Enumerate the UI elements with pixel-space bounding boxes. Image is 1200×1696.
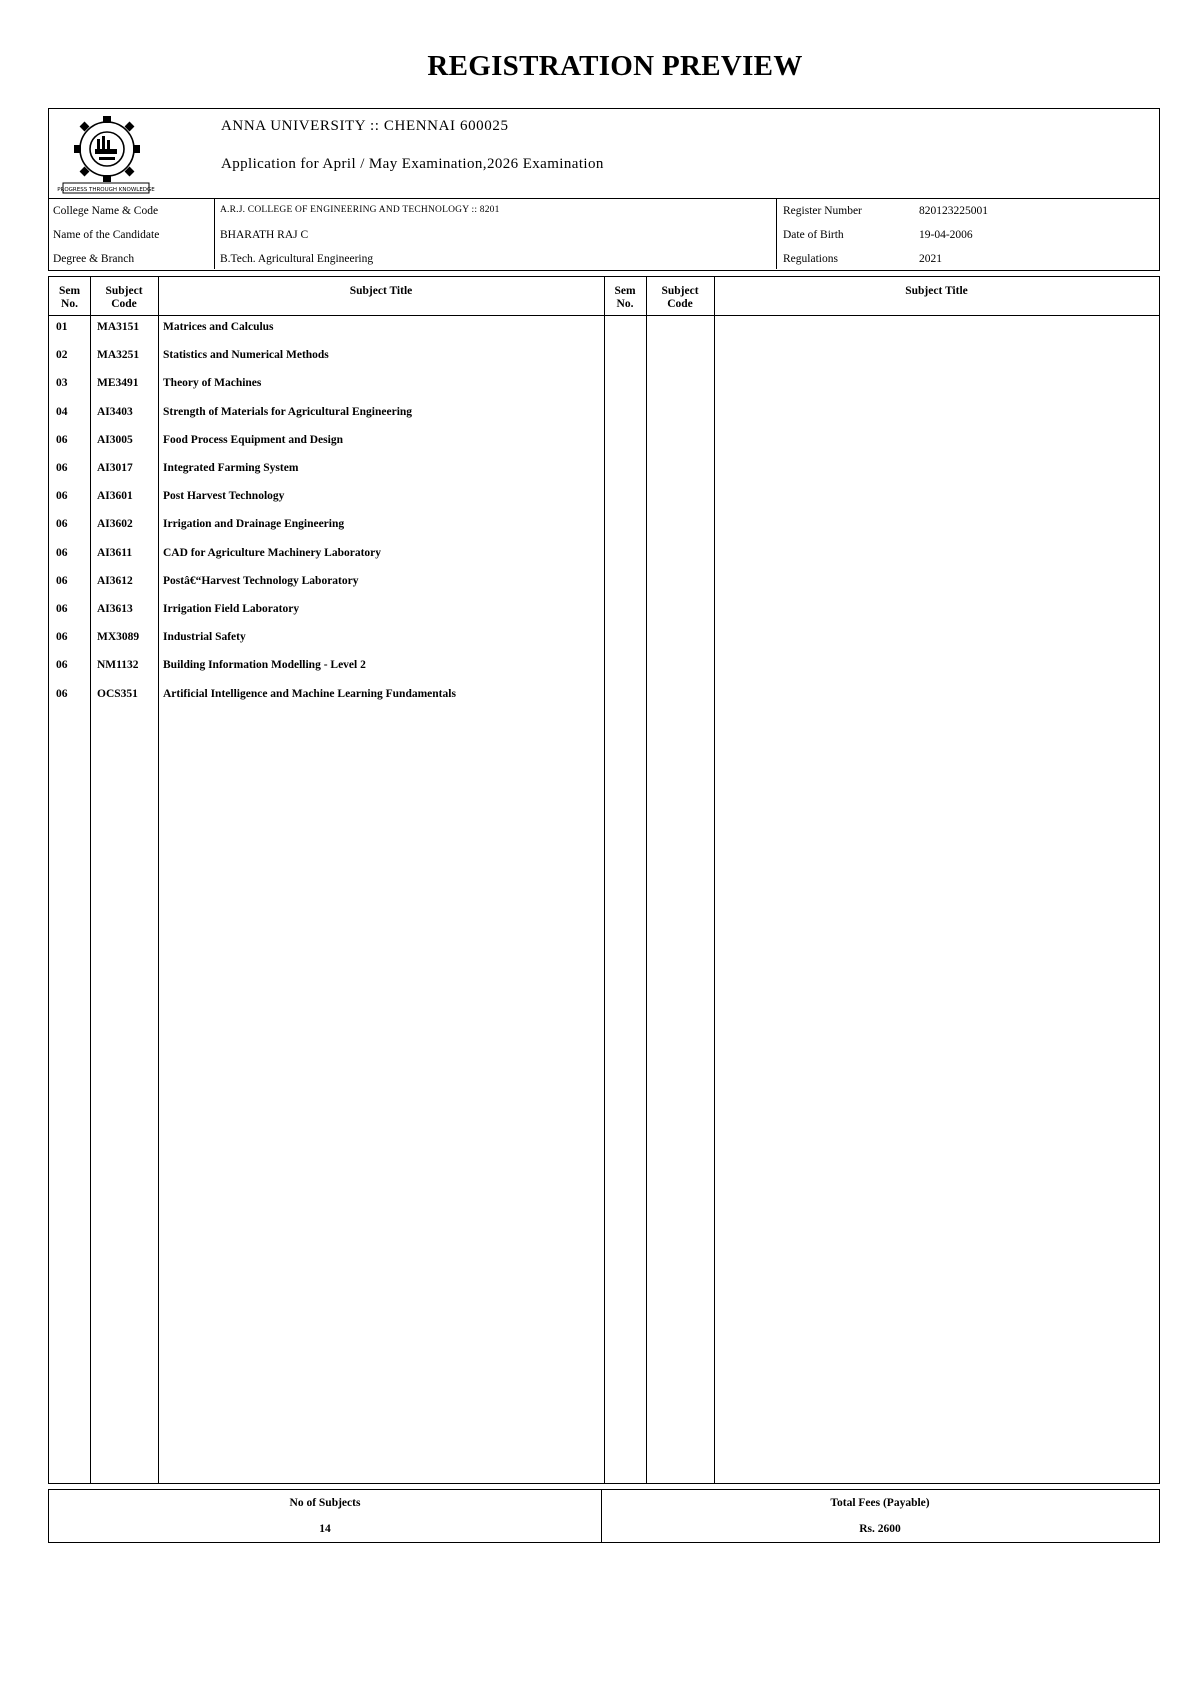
- total-fees-value: Rs. 2600: [859, 1523, 901, 1535]
- row-sem: 06: [56, 490, 68, 503]
- row-title: Postâ€“Harvest Technology Laboratory: [163, 574, 359, 587]
- college-label: College Name & Code: [53, 205, 159, 217]
- header-divider: [49, 198, 1159, 199]
- row-title: Irrigation Field Laboratory: [163, 603, 300, 615]
- row-sem: 06: [56, 546, 68, 559]
- header-section: [48, 108, 1160, 271]
- name-label: Name of the Candidate: [53, 229, 160, 241]
- row-code: AI3017: [97, 462, 133, 474]
- row-code: AI3611: [97, 546, 133, 559]
- code-header-left: Subject Code: [105, 285, 143, 310]
- row-code: MA3151: [97, 321, 140, 333]
- row-code: AI3613: [97, 603, 133, 615]
- row-sem: 06: [56, 462, 68, 474]
- code-header-right: Subject Code: [661, 285, 699, 310]
- sem-header-right: Sem No.: [614, 285, 636, 310]
- subjects-count-label: No of Subjects: [289, 1497, 361, 1509]
- sem-header-left: Sem No.: [58, 285, 81, 310]
- info-divider: [214, 198, 215, 269]
- row-code: AI3403: [97, 405, 133, 418]
- row-title: Post Harvest Technology: [163, 490, 285, 503]
- row-title: Irrigation and Drainage Engineering: [163, 518, 345, 531]
- row-sem: 06: [56, 603, 68, 615]
- total-fees-label: Total Fees (Payable): [830, 1497, 930, 1509]
- row-code: AI3601: [97, 490, 133, 503]
- row-sem: 06: [56, 687, 68, 700]
- degree-label: Degree & Branch: [53, 253, 135, 265]
- dob-value: 19-04-2006: [919, 229, 973, 241]
- row-code: ME3491: [97, 377, 139, 390]
- university-logo: [49, 109, 155, 199]
- row-sem: 06: [56, 659, 68, 672]
- row-code: NM1132: [97, 659, 139, 672]
- register-value: 820123225001: [919, 205, 988, 217]
- row-title: Building Information Modelling - Level 2: [163, 659, 366, 672]
- header-row-divider: [49, 315, 1159, 316]
- row-title: Artificial Intelligence and Machine Learning Fundamentals: [163, 687, 456, 700]
- regulations-value: 2021: [919, 253, 942, 265]
- row-sem: 02: [56, 349, 68, 362]
- row-sem: 03: [56, 377, 68, 390]
- row-sem: 06: [56, 574, 68, 587]
- row-sem: 01: [56, 321, 68, 333]
- row-code: MX3089: [97, 631, 140, 644]
- title-header-right: Subject Title: [905, 285, 968, 297]
- column-divider: [90, 277, 91, 1483]
- dob-label: Date of Birth: [783, 229, 844, 241]
- college-value: A.R.J. COLLEGE OF ENGINEERING AND TECHNOLOGY :: 8201: [220, 205, 500, 215]
- title-header-left: Subject Title: [349, 285, 413, 297]
- row-title: Food Process Equipment and Design: [163, 433, 343, 446]
- column-divider: [714, 277, 715, 1483]
- application-title: Application for April / May Examination,2026 Examination: [221, 156, 604, 172]
- page-title: REGISTRATION PREVIEW: [427, 50, 803, 82]
- row-sem: 06: [56, 631, 68, 644]
- row-code: AI3612: [97, 574, 133, 587]
- logo-motto: PROGRESS THROUGH KNOWLEDGE: [57, 187, 155, 193]
- name-value: BHARATH RAJ C: [220, 229, 309, 241]
- row-code: AI3005: [97, 433, 133, 446]
- row-sem: 06: [56, 433, 68, 446]
- degree-value: B.Tech. Agricultural Engineering: [220, 253, 374, 265]
- register-label: Register Number: [783, 205, 862, 217]
- column-divider: [604, 277, 605, 1483]
- row-title: Integrated Farming System: [163, 462, 299, 474]
- row-title: Theory of Machines: [163, 377, 262, 390]
- row-title: Strength of Materials for Agricultural Engineering: [163, 405, 413, 418]
- subjects-count-value: 14: [319, 1523, 331, 1535]
- row-code: AI3602: [97, 518, 133, 531]
- row-title: Matrices and Calculus: [163, 321, 274, 333]
- gear-emblem-icon: [49, 109, 155, 199]
- row-title: Statistics and Numerical Methods: [163, 349, 329, 362]
- subjects-table: [48, 276, 1160, 1484]
- row-code: OCS351: [97, 687, 138, 700]
- regulations-label: Regulations: [783, 253, 838, 265]
- footer-summary: [48, 1489, 1160, 1543]
- university-name: ANNA UNIVERSITY :: CHENNAI 600025: [221, 118, 509, 134]
- row-sem: 04: [56, 405, 68, 418]
- row-title: Industrial Safety: [163, 631, 246, 644]
- info-divider: [776, 198, 777, 269]
- row-title: CAD for Agriculture Machinery Laboratory: [163, 546, 382, 559]
- column-divider: [158, 277, 159, 1483]
- row-code: MA3251: [97, 349, 140, 362]
- column-divider: [646, 277, 647, 1483]
- row-sem: 06: [56, 518, 68, 531]
